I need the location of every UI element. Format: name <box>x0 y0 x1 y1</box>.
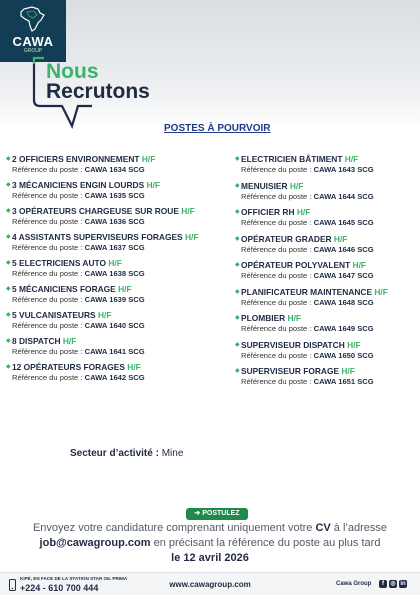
job-reference <box>238 298 420 307</box>
job-title-text: OPÉRATEUR GRADER <box>241 233 332 244</box>
job-reference-label: Référence du poste : <box>241 271 314 280</box>
bullet-icon: ◆ <box>6 208 11 214</box>
job-title-text: 3 OPÉRATEURS CHARGEUSE SUR ROUE <box>12 206 179 216</box>
job-title <box>9 180 237 190</box>
job-title-text: SUPERVISEUR DISPATCH <box>241 339 345 350</box>
job-title-text: 12 OPÉRATEURS FORAGES <box>12 362 125 372</box>
phone-icon <box>8 579 17 591</box>
postes-a-pourvoir-heading: POSTES À POURVOIR <box>164 123 271 134</box>
job-reference-label: Référence du poste : <box>12 347 85 356</box>
apply-text-pre: Envoyez votre candidature comprenant uniquement votre <box>32 522 316 534</box>
africa-map-icon <box>18 6 46 32</box>
job-gender-tag: H/F <box>184 232 199 242</box>
job-reference <box>9 269 237 278</box>
postulez-button[interactable]: ➔ POSTULEZ <box>186 508 248 520</box>
job-reference-label: Référence du poste : <box>12 217 85 226</box>
job-reference <box>238 218 420 227</box>
job-reference-label: Référence du poste : <box>241 218 314 227</box>
bullet-icon: ◆ <box>235 235 240 242</box>
job-title <box>238 287 420 297</box>
job-title-text: OFFICIER RH <box>241 207 295 217</box>
job-gender-tag: H/F <box>127 362 141 372</box>
job-reference-code: CAWA 1636 SCG <box>84 217 145 226</box>
company-logo <box>0 0 66 62</box>
job-gender-tag: H/F <box>341 366 355 376</box>
job-item <box>235 366 420 393</box>
job-gender-tag: H/F <box>62 336 77 346</box>
job-gender-tag: H/F <box>287 313 302 323</box>
apply-email-link[interactable]: job@cawagroup.com <box>39 537 151 549</box>
job-item <box>6 284 237 310</box>
job-title <box>238 154 420 164</box>
job-item <box>235 154 420 181</box>
job-title-text: SUPERVISEUR FORAGE <box>241 366 340 376</box>
job-gender-tag: H/F <box>97 310 112 320</box>
job-reference <box>238 245 420 254</box>
bullet-icon: ◆ <box>235 156 240 162</box>
job-title <box>238 181 420 191</box>
job-reference <box>9 191 237 200</box>
job-item <box>235 313 420 340</box>
bullet-icon: ◆ <box>6 312 11 318</box>
job-list-right <box>235 154 420 393</box>
job-reference <box>9 243 237 252</box>
job-reference-label: Référence du poste : <box>241 191 314 201</box>
job-item <box>6 258 237 284</box>
job-title <box>238 234 420 244</box>
sector-line <box>70 448 183 459</box>
bullet-icon: ◆ <box>235 288 240 295</box>
job-item <box>6 336 237 362</box>
job-item <box>6 180 237 206</box>
footer <box>0 572 420 595</box>
logo-subtext: GROUP <box>23 48 43 54</box>
apply-cv: CV <box>315 522 331 534</box>
job-gender-tag: H/F <box>374 286 388 297</box>
job-reference-code: CAWA 1638 SCG <box>84 269 145 278</box>
job-gender-tag: H/F <box>289 180 304 191</box>
job-title-text: 5 VULCANISATEURS <box>12 310 96 320</box>
job-title-text: OPÉRATEUR POLYVALENT <box>241 260 351 270</box>
job-list-left <box>6 154 237 388</box>
job-reference-label: Référence du poste : <box>12 295 85 304</box>
job-item <box>235 260 420 287</box>
job-gender-tag: H/F <box>181 206 195 216</box>
job-item <box>235 339 420 367</box>
job-title-text: PLOMBIER <box>241 313 286 323</box>
job-title <box>238 260 420 270</box>
job-item <box>6 232 237 258</box>
linkedin-icon[interactable]: in <box>400 581 406 587</box>
job-reference-code: CAWA 1635 SCG <box>84 191 145 200</box>
job-reference-label: Référence du poste : <box>241 297 314 307</box>
bullet-icon: ◆ <box>235 209 240 215</box>
job-reference-label: Référence du poste : <box>241 324 314 333</box>
job-gender-tag: H/F <box>118 284 132 294</box>
job-title <box>9 154 237 164</box>
apply-text-deadline-pre: en précisant la référence du poste au plus tard <box>150 537 381 549</box>
job-item <box>6 154 237 180</box>
job-item <box>235 233 420 261</box>
job-reference <box>238 377 420 386</box>
bullet-icon: ◆ <box>6 234 11 240</box>
job-title-text: ELECTRICIEN BÂTIMENT <box>241 154 343 164</box>
bullet-icon: ◆ <box>235 368 240 374</box>
job-reference-code: CAWA 1648 SCG <box>313 297 374 307</box>
job-item <box>6 310 237 336</box>
job-reference-label: Référence du poste : <box>12 165 85 174</box>
job-reference <box>238 324 420 333</box>
apply-deadline: le 12 avril 2026 <box>171 552 249 564</box>
job-reference <box>9 373 237 382</box>
job-title-text: 5 MÉCANICIENS FORAGE <box>12 284 116 294</box>
bullet-icon: ◆ <box>6 364 11 370</box>
job-title <box>9 284 237 294</box>
job-reference-label: Référence du poste : <box>12 191 85 200</box>
job-item <box>6 362 237 388</box>
job-title-text: 2 OFFICIERS ENVIRONNEMENT <box>12 154 140 164</box>
job-reference <box>238 192 420 201</box>
job-reference <box>9 321 237 330</box>
apply-text-post: à l’adresse <box>330 522 388 534</box>
job-reference-code: CAWA 1641 SCG <box>84 347 145 356</box>
bullet-icon: ◆ <box>235 182 240 189</box>
job-title <box>9 362 237 372</box>
job-title-text: 5 ELECTRICIENS AUTO <box>12 258 106 268</box>
job-reference-label: Référence du poste : <box>241 165 314 174</box>
job-item <box>235 180 420 208</box>
footer-address: KIPÉ, EN FACE DE LA STATION STAR OIL PRIMA <box>20 576 128 581</box>
job-reference-code: CAWA 1639 SCG <box>84 295 145 304</box>
job-gender-tag: H/F <box>352 260 367 270</box>
job-reference-label: Référence du poste : <box>12 243 85 252</box>
footer-brand: Cawa Group <box>336 581 372 587</box>
facebook-icon[interactable]: f <box>379 580 387 588</box>
job-gender-tag: H/F <box>344 154 359 164</box>
bullet-icon: ◆ <box>6 260 11 266</box>
footer-website-link[interactable]: www.cawagroup.com <box>169 580 251 589</box>
job-title <box>238 313 420 323</box>
job-gender-tag: H/F <box>333 233 348 244</box>
bullet-icon: ◆ <box>6 182 11 188</box>
job-reference <box>238 351 420 360</box>
job-item <box>235 207 420 234</box>
bullet-icon: ◆ <box>235 262 240 268</box>
job-title-text: 3 MÉCANICIENS ENGIN LOURDS <box>12 180 145 190</box>
job-reference-label: Référence du poste : <box>241 244 314 254</box>
job-reference-code: CAWA 1640 SCG <box>84 321 145 330</box>
logo-text: CAWA <box>12 34 54 49</box>
footer-phone[interactable]: +224 - 610 700 444 <box>20 583 99 593</box>
title-nous: Nous <box>46 60 99 83</box>
job-item <box>235 286 420 314</box>
job-reference-code: CAWA 1649 SCG <box>313 324 374 333</box>
job-reference-label: Référence du poste : <box>12 373 85 382</box>
instagram-icon[interactable]: ◎ <box>390 581 396 587</box>
bullet-icon: ◆ <box>6 156 11 162</box>
job-gender-tag: H/F <box>296 207 311 217</box>
sector-value: Mine <box>158 448 184 459</box>
job-reference-label: Référence du poste : <box>12 321 85 330</box>
title-recrutons: Recrutons <box>46 80 150 103</box>
job-gender-tag: H/F <box>146 180 160 190</box>
job-title-text: PLANIFICATEUR MAINTENANCE <box>241 286 373 297</box>
job-title <box>238 340 420 350</box>
job-gender-tag: H/F <box>108 258 122 268</box>
job-reference-code: CAWA 1634 SCG <box>84 165 145 174</box>
job-reference-code: CAWA 1643 SCG <box>313 165 374 174</box>
apply-instructions-line2 <box>0 537 420 549</box>
job-title <box>238 366 420 376</box>
job-title <box>9 206 237 216</box>
job-reference-label: Référence du poste : <box>241 350 314 360</box>
job-reference <box>9 165 237 174</box>
job-reference-code: CAWA 1650 SCG <box>313 350 374 360</box>
job-reference-code: CAWA 1642 SCG <box>84 373 145 382</box>
job-item <box>6 206 237 232</box>
bullet-icon: ◆ <box>6 286 11 292</box>
job-gender-tag: H/F <box>141 154 156 164</box>
job-title <box>9 232 237 242</box>
job-reference-code: CAWA 1646 SCG <box>313 244 374 254</box>
job-reference <box>9 217 237 226</box>
apply-instructions-line1 <box>0 522 420 534</box>
job-title-text: 4 ASSISTANTS SUPERVISEURS FORAGES <box>12 232 183 242</box>
job-reference-code: CAWA 1645 SCG <box>313 218 374 227</box>
bullet-icon: ◆ <box>235 341 240 348</box>
job-reference-label: Référence du poste : <box>241 377 314 386</box>
bullet-icon: ◆ <box>235 315 240 321</box>
job-title-text: MENUISIER <box>241 180 288 191</box>
job-reference-code: CAWA 1637 SCG <box>84 243 145 252</box>
job-reference-code: CAWA 1651 SCG <box>313 377 374 386</box>
job-reference <box>9 347 237 356</box>
job-title <box>9 258 237 268</box>
job-reference <box>238 271 420 280</box>
bullet-icon: ◆ <box>6 338 11 344</box>
job-reference-code: CAWA 1644 SCG <box>313 191 374 201</box>
job-title <box>9 310 237 320</box>
job-gender-tag: H/F <box>347 339 361 350</box>
job-reference-code: CAWA 1647 SCG <box>313 271 374 280</box>
job-reference <box>9 295 237 304</box>
sector-label: Secteur d’activité : <box>70 448 159 459</box>
job-reference <box>238 165 420 174</box>
job-title <box>9 336 237 346</box>
job-reference-label: Référence du poste : <box>12 269 85 278</box>
job-title-text: 8 DISPATCH <box>12 336 61 346</box>
job-title <box>238 207 420 217</box>
